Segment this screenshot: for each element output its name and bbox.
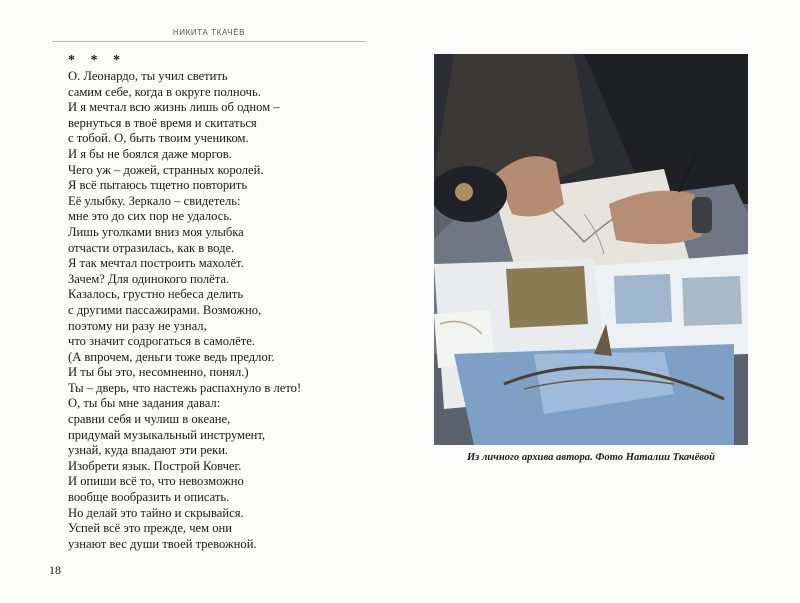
poem-line: Лишь уголками вниз моя улыбка <box>68 224 244 239</box>
poem-line: с другими пассажирами. Возможно, <box>68 302 262 317</box>
poem-line: отчасти отразилась, как в воде. <box>68 240 235 255</box>
poem-line: Казалось, грустно небеса делить <box>68 287 244 302</box>
poem-line: Её улыбку. Зеркало – свидетель: <box>68 193 241 208</box>
poem-line: О. Леонардо, ты учил светить <box>68 69 228 83</box>
poem-line: И ты бы это, несомненно, понял.) <box>68 365 249 380</box>
header-rule <box>52 41 366 42</box>
poem-line: И опиши всё то, что невозможно <box>68 474 244 489</box>
poem-line: узнают вес души твоей тревожной. <box>68 536 257 551</box>
running-head: НИКИТА ТКАЧЁВ <box>172 28 246 37</box>
poem-line: Я так мечтал построить махолёт. <box>68 256 244 271</box>
poem-line: Чего уж – дожей, странных королей. <box>68 162 264 177</box>
poem-line: мне это до сих пор не удалось. <box>68 209 233 224</box>
archive-photo <box>434 54 748 445</box>
poem-line: придумай музыкальный инструмент, <box>68 427 266 442</box>
poem-line: узнай, куда впадают эти реки. <box>68 443 229 458</box>
poem-line: Зачем? Для одинокого полёта. <box>68 271 230 286</box>
poem-line: что значит содрогаться в самолёте. <box>68 334 256 349</box>
poem-line: Я всё пытаюсь тщетно повторить <box>68 178 248 193</box>
poem-line: вернуться в твоё время и скитаться <box>68 115 257 130</box>
poem-text <box>68 69 301 552</box>
poem-line: вообще вообразить и описать. <box>68 490 230 505</box>
poem-line: поэтому ни разу не узнал, <box>68 318 207 333</box>
poem-line: сравни себя и чулиш в океане, <box>68 412 231 427</box>
photo-illustration <box>434 54 748 445</box>
poem-line: Ты – дверь, что настежь распахнуло в лето! <box>68 380 302 395</box>
poem-line: Успей всё это прежде, чем они <box>68 521 233 536</box>
poem-line: И я мечтал всю жизнь лишь об одном – <box>68 100 280 115</box>
page-number: 18 <box>49 563 61 577</box>
poem-line: с тобой. О, быть твоим учеником. <box>68 131 249 146</box>
poem-line: самим себе, когда в округе полночь. <box>68 84 261 99</box>
poem-line: О, ты бы мне задания давал: <box>68 396 221 411</box>
poem-line: И я бы не боялся даже моргов. <box>68 146 232 161</box>
poem-line: Изобрети язык. Построй Ковчег. <box>68 458 242 473</box>
poem-line: (А впрочем, деньги тоже ведь предлог. <box>68 349 275 364</box>
poem-separator: * * * <box>68 53 126 68</box>
photo-caption: Из личного архива автора. Фото Наталии Ткачёвой <box>466 452 716 463</box>
poem-line: Но делай это тайно и скрывайся. <box>68 505 244 520</box>
